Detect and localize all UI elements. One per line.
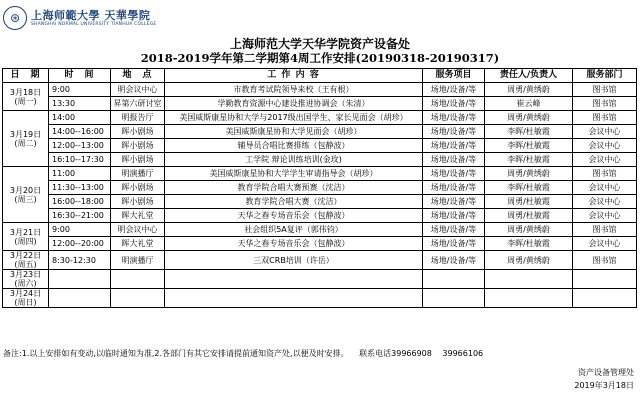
cell-dept: 图书馆 xyxy=(573,111,637,125)
cell-time: 16:30--21:00 xyxy=(49,209,111,223)
date-day: 3月18日 xyxy=(9,87,42,97)
cell-content: 学勤教育资源中心建设推进协调会（朱清） xyxy=(165,97,423,111)
cell-person: 周勇/黄绣蔚 xyxy=(485,167,573,181)
table-row xyxy=(3,237,637,251)
date-weekday: (周三) xyxy=(14,194,37,204)
cell-date xyxy=(3,167,49,223)
table-row xyxy=(3,111,637,125)
table-row xyxy=(3,223,637,237)
cell-person: 周勇/黄绣蔚 xyxy=(485,223,573,237)
table-row xyxy=(3,209,637,223)
cell-date xyxy=(3,251,49,270)
cell-dept: 图书馆 xyxy=(573,167,637,181)
remarks-text: 备注:1.以上安排如有变动,以临时通知为准,2.各部门有其它安排请提前通知资产处,以便及时安排。 xyxy=(3,349,349,358)
date-day: 3月24日 xyxy=(9,289,42,298)
cell-service: 场地/设备/等 xyxy=(423,97,485,111)
table-row xyxy=(3,270,637,289)
cell-time: 13:30 xyxy=(49,97,111,111)
cell-person: 周勇/黄绣蔚 xyxy=(485,111,573,125)
table-row xyxy=(3,167,637,181)
cell-time xyxy=(49,289,111,308)
table-row xyxy=(3,125,637,139)
cell-service: 场地/设备/等 xyxy=(423,209,485,223)
cell-place: 明演播厅 xyxy=(111,167,165,181)
cell-date xyxy=(3,270,49,289)
cell-content: 教育学院合唱大赛（沈洁） xyxy=(165,195,423,209)
table-row xyxy=(3,83,637,97)
cell-content: 市教育考试院领导来校（王有根） xyxy=(165,83,423,97)
cell-content: 工学院 辩论训练培训(金玫) xyxy=(165,153,423,167)
cell-time: 14:00 xyxy=(49,111,111,125)
cell-content: 教育学院合唱大赛预赛（沈洁） xyxy=(165,181,423,195)
cell-time: 16:10--17:30 xyxy=(49,153,111,167)
cell-date xyxy=(3,223,49,251)
college-name-en: SHANGHAI NORMAL UNIVERSITY TIANHUA COLLEGE xyxy=(31,21,157,27)
cell-time: 11:30--13:00 xyxy=(49,181,111,195)
cell-time xyxy=(49,270,111,289)
cell-content: 美国威斯康星协和大学见面会（胡珍） xyxy=(165,125,423,139)
cell-person: 周勇/黄绣蔚 xyxy=(485,83,573,97)
schedule-table xyxy=(2,68,637,308)
cell-service xyxy=(423,289,485,308)
cell-place: 晖大礼堂 xyxy=(111,209,165,223)
table-row xyxy=(3,195,637,209)
cell-service: 场地/设备/等 xyxy=(423,83,485,97)
cell-content: 天华之春专场音乐会（包静波） xyxy=(165,209,423,223)
header-person: 责任人/负责人 xyxy=(485,69,573,83)
cell-content: 三双CRB培训（许岳） xyxy=(165,251,423,270)
cell-place: 明报告厅 xyxy=(111,111,165,125)
cell-time: 12:00--20:00 xyxy=(49,237,111,251)
table-row xyxy=(3,251,637,270)
cell-dept: 图书馆 xyxy=(573,223,637,237)
cell-person: 崔云峰 xyxy=(485,97,573,111)
document-subtitle: 2018-2019学年第二学期第4周工作安排(20190318-20190317) xyxy=(140,51,500,65)
cell-content: 美国威斯康星协和大学与2017级出国学生、家长见面会（胡珍） xyxy=(165,111,423,125)
cell-person xyxy=(485,270,573,289)
cell-service: 场地/设备/等 xyxy=(423,139,485,153)
cell-dept: 会议中心 xyxy=(573,139,637,153)
date-weekday: (周二) xyxy=(14,138,37,148)
cell-time: 9:00 xyxy=(49,83,111,97)
cell-person xyxy=(485,289,573,308)
cell-place: 昇第六研讨室 xyxy=(111,97,165,111)
table-row xyxy=(3,289,637,308)
cell-service: 场地/设备/等 xyxy=(423,125,485,139)
cell-place: 晖小剧场 xyxy=(111,195,165,209)
cell-place: 晖小剧场 xyxy=(111,153,165,167)
college-logo xyxy=(3,3,156,33)
header-time: 时 间 xyxy=(49,69,111,83)
cell-service: 场地/设备/等 xyxy=(423,251,485,270)
cell-person: 周勇/杜敏霞 xyxy=(485,209,573,223)
cell-place: 晖小剧场 xyxy=(111,139,165,153)
cell-place: 晖大礼堂 xyxy=(111,237,165,251)
header-content: 工 作 内 容 xyxy=(165,69,423,83)
date-day: 3月23日 xyxy=(9,270,42,279)
cell-content: 美国威斯康星协和大学学生审请指导会（胡珍） xyxy=(165,167,423,181)
cell-dept: 会议中心 xyxy=(573,209,637,223)
cell-dept: 会议中心 xyxy=(573,181,637,195)
contact-phone-2: 39966106 xyxy=(442,349,484,358)
cell-person: 李晖/杜敏霞 xyxy=(485,153,573,167)
header-date: 日 期 xyxy=(3,69,49,83)
cell-service: 场地/设备/等 xyxy=(423,167,485,181)
date-day: 3月19日 xyxy=(9,129,42,139)
cell-dept xyxy=(573,289,637,308)
table-row xyxy=(3,97,637,111)
cell-person: 周勇/黄绣蔚 xyxy=(485,251,573,270)
date-day: 3月21日 xyxy=(9,227,42,237)
cell-dept: 图书馆 xyxy=(573,83,637,97)
contact-phone: 联系电话39966908 xyxy=(359,349,432,358)
cell-date xyxy=(3,83,49,111)
college-emblem-icon: ⊛ xyxy=(3,6,27,30)
cell-service xyxy=(423,270,485,289)
cell-place: 明演播厅 xyxy=(111,251,165,270)
cell-dept: 会议中心 xyxy=(573,237,637,251)
remarks-note xyxy=(3,349,483,359)
cell-person: 周勇/杜敏霞 xyxy=(485,195,573,209)
cell-service: 场地/设备/等 xyxy=(423,181,485,195)
date-weekday: (周四) xyxy=(14,236,37,246)
cell-person: 李晖/杜敏霞 xyxy=(485,181,573,195)
cell-time: 14:00--16:00 xyxy=(49,125,111,139)
cell-service: 场地/设备/等 xyxy=(423,223,485,237)
cell-place: 晖小剧场 xyxy=(111,181,165,195)
cell-time: 11:00 xyxy=(49,167,111,181)
cell-place xyxy=(111,270,165,289)
date-weekday: (周五) xyxy=(14,260,37,269)
table-row xyxy=(3,153,637,167)
cell-service: 场地/设备/等 xyxy=(423,153,485,167)
cell-time: 8:30-12:30 xyxy=(49,251,111,270)
cell-place: 明会议中心 xyxy=(111,83,165,97)
cell-time: 9:00 xyxy=(49,223,111,237)
header-service: 服务项目 xyxy=(423,69,485,83)
cell-date xyxy=(3,289,49,308)
cell-dept: 会议中心 xyxy=(573,195,637,209)
table-row xyxy=(3,139,637,153)
cell-person: 李晖/杜敏霞 xyxy=(485,125,573,139)
header-place: 地 点 xyxy=(111,69,165,83)
document-title: 上海师范大学天华学院资产设备处 xyxy=(229,37,410,51)
cell-place: 明会议中心 xyxy=(111,223,165,237)
cell-content: 天华之春专场音乐会（包静波） xyxy=(165,237,423,251)
cell-person: 李晖/杜敏霞 xyxy=(485,237,573,251)
footer-date: 2019年3月18日 xyxy=(574,381,634,390)
cell-service: 场地/设备/等 xyxy=(423,195,485,209)
cell-content xyxy=(165,270,423,289)
cell-content xyxy=(165,289,423,308)
cell-content: 社会组织5A复评（郭伟钧） xyxy=(165,223,423,237)
cell-service: 场地/设备/等 xyxy=(423,237,485,251)
footer-department: 资产设备管理处 xyxy=(578,368,634,377)
cell-person: 李晖/杜敏霞 xyxy=(485,139,573,153)
cell-date xyxy=(3,111,49,167)
cell-dept: 图书馆 xyxy=(573,251,637,270)
cell-dept: 会议中心 xyxy=(573,153,637,167)
cell-service: 场地/设备/等 xyxy=(423,111,485,125)
cell-time: 16:00--18:00 xyxy=(49,195,111,209)
table-header-row xyxy=(3,69,637,83)
cell-content: 辅导员合唱比赛排练（包静波） xyxy=(165,139,423,153)
header-dept: 服务部门 xyxy=(573,69,637,83)
date-day: 3月22日 xyxy=(9,251,42,260)
cell-place xyxy=(111,289,165,308)
cell-place: 晖小剧场 xyxy=(111,125,165,139)
cell-time: 12:00--13:00 xyxy=(49,139,111,153)
date-day: 3月20日 xyxy=(9,185,42,195)
date-weekday: (周六) xyxy=(14,279,37,288)
cell-dept: 会议中心 xyxy=(573,125,637,139)
cell-dept xyxy=(573,270,637,289)
cell-dept: 图书馆 xyxy=(573,97,637,111)
date-weekday: (周一) xyxy=(14,96,37,106)
table-row xyxy=(3,181,637,195)
date-weekday: (周日) xyxy=(14,298,37,307)
college-name-cn: 上海师範大學 天華學院 xyxy=(31,8,151,22)
